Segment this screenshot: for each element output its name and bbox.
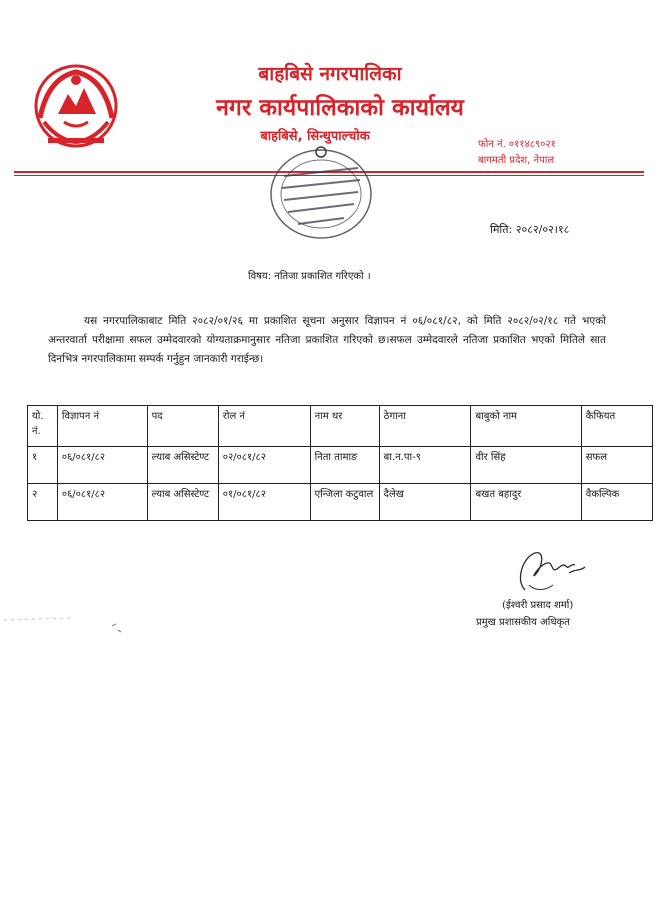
cell-roll: ०२/०८१/८२	[218, 447, 310, 484]
col-header-ad-no: विज्ञापन नं	[57, 406, 147, 447]
signature-icon	[505, 545, 595, 600]
province: बागमती प्रदेश, नेपाल	[478, 155, 555, 166]
cell-ad-no: ०६/०८१/८२	[57, 484, 147, 521]
table-header-row	[28, 406, 653, 447]
cell-father: बखत बहादुर	[471, 484, 581, 521]
cell-address: दैलेख	[379, 484, 471, 521]
cell-name: निता तामाङ	[310, 447, 379, 484]
cell-serial: २	[28, 484, 58, 521]
office-name: नगर कार्यपालिकाको कार्यालय	[216, 95, 464, 121]
col-header-post: पद	[147, 406, 218, 447]
cell-roll: ०१/०८१/८२	[218, 484, 310, 521]
municipality-name: बाहबिसे नगरपालिका	[258, 63, 402, 85]
cell-address: बा.न.पा-९	[379, 447, 471, 484]
cell-ad-no: ०६/०८१/८२	[57, 447, 147, 484]
office-address: बाहबिसे, सिन्धुपाल्चोक	[260, 129, 370, 144]
cell-father: वीर सिंह	[471, 447, 581, 484]
cell-post: ल्याब असिस्टेण्ट	[147, 447, 218, 484]
cell-remarks: वैकल्पिक	[581, 484, 652, 521]
col-header-remarks: कैफियत	[581, 406, 652, 447]
letter-body: यस नगरपालिकाबाट मिति २०८२/०१/२६ मा प्रकाशित सूचना अनुसार विज्ञापन नं ०६/०८१/८२, को मिति २०८२/०२/१८ गते भएको अन्तरवार्ता परीक्षामा सफल उम्मेदवारको योग्यताक्रमानुसार नतिजा प्रकाशित गरिएको छ।सफल उम्मेदवारले नतिजा प्रकाशित भएको मितिले सात दिनभित्र नगरपालिकामा सम्पर्क गर्नुहुन जानकारी गराईन्छ।	[48, 315, 606, 365]
scan-marks	[0, 612, 160, 642]
col-header-serial: यो. नं.	[28, 406, 58, 447]
table-row	[28, 447, 653, 484]
letter-subject: विषय: नतिजा प्रकाशित गरिएको ।	[248, 271, 371, 282]
col-header-roll: रोल नं	[218, 406, 310, 447]
col-header-address: ठेगाना	[379, 406, 471, 447]
nepal-emblem-icon	[28, 58, 124, 154]
letter-date: मिति: २०८२/०२।१८	[490, 223, 570, 236]
table-row	[28, 484, 653, 521]
cell-name: एन्जिला कटुवाल	[310, 484, 379, 521]
signer-name: (ईश्वरी प्रसाद शर्मा)	[502, 600, 574, 611]
col-header-father: बाबुको नाम	[471, 406, 581, 447]
office-stamp-icon	[262, 138, 380, 250]
cell-remarks: सफल	[581, 447, 652, 484]
results-table	[27, 405, 653, 521]
signer-title: प्रमुख प्रशासकीय अधिकृत	[476, 617, 570, 628]
cell-serial: १	[28, 447, 58, 484]
phone-number: फोन नं. ०११४८९०२१	[478, 139, 556, 150]
col-header-name: नाम थर	[310, 406, 379, 447]
cell-post: ल्याब असिस्टेण्ट	[147, 484, 218, 521]
